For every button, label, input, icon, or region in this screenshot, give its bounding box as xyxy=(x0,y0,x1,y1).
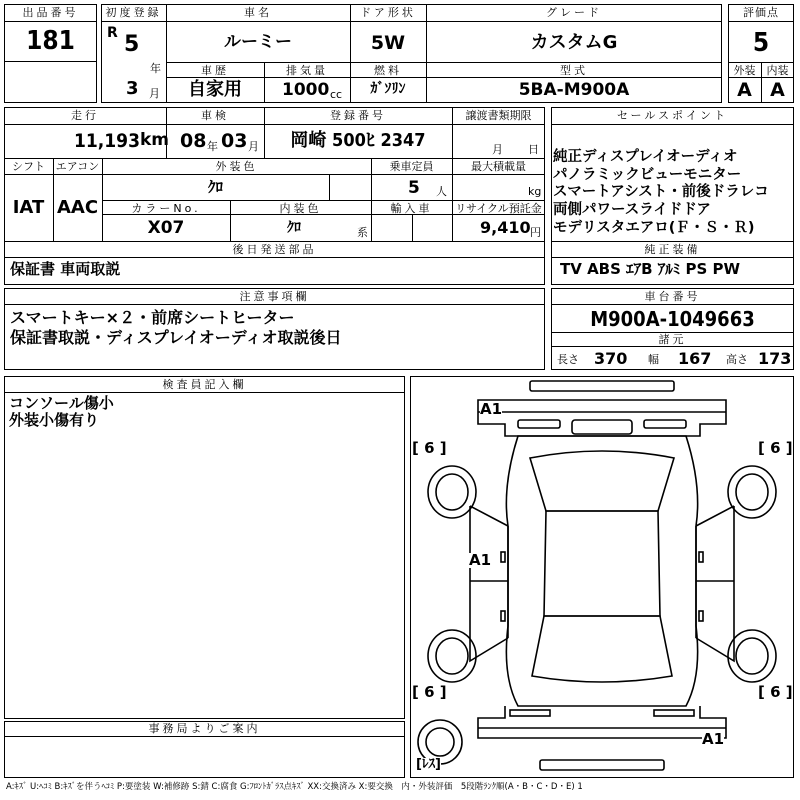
inspection-month: 03 xyxy=(221,130,248,152)
tire-rl-inner xyxy=(436,638,468,674)
length-label: 長さ xyxy=(557,353,579,366)
int-grade: A xyxy=(770,79,785,101)
width: 167 xyxy=(678,349,712,368)
reg-month-unit: 月 xyxy=(149,87,160,100)
ext-header: 外装 xyxy=(733,64,756,77)
notes-line-2: 保証書取説・ディスプレイオーディオ取説後日 xyxy=(10,328,342,347)
windshield xyxy=(530,451,674,511)
sales-line: 純正ディスプレイオーディオ xyxy=(553,149,738,165)
tire-rr-depth: [ 6 ] xyxy=(758,683,793,701)
sales-line: 両側パワースライドドア xyxy=(553,202,711,218)
color-no-header: カラーNo. xyxy=(131,202,201,215)
front-bumper xyxy=(478,400,726,436)
shift: IAT xyxy=(12,197,45,218)
spare-tire-inner xyxy=(426,728,454,756)
spec-header: 諸元 xyxy=(658,333,687,346)
damage-a1-front: A1 xyxy=(480,400,503,418)
inspection-month-unit: 月 xyxy=(248,140,259,153)
load-header: 最大積載量 xyxy=(471,160,526,173)
body-color: ｸﾛ xyxy=(207,178,223,196)
handle-right-front xyxy=(699,552,703,562)
tire-fl-depth: [ 6 ] xyxy=(412,439,447,457)
color-header: 外装色 xyxy=(215,160,258,173)
left-doors xyxy=(470,506,508,661)
reg-month: 3 xyxy=(126,78,139,99)
transfer-month: 月 xyxy=(492,143,503,156)
length: 370 xyxy=(594,349,628,368)
handle-left-rear xyxy=(501,611,505,621)
transfer-day: 日 xyxy=(528,143,539,156)
notes-line-1: スマートキー×２・前席シートヒーター xyxy=(10,308,295,327)
chassis-header: 車台番号 xyxy=(644,290,701,303)
width-label: 幅 xyxy=(648,353,659,366)
damage-a1-rear: A1 xyxy=(702,730,725,748)
history-header: 車歴 xyxy=(201,64,229,77)
inspector-line-2: 外装小傷有り xyxy=(9,411,100,429)
score: 5 xyxy=(752,28,770,58)
capacity: 5 xyxy=(408,178,420,198)
int-color: ｸﾛ xyxy=(287,220,301,236)
later-parts: 保証書 車両取説 xyxy=(10,260,121,278)
ac: AAC xyxy=(56,197,99,218)
displacement: 1000 xyxy=(282,80,330,100)
equipment: TV ABS ｴｱB ｱﾙﾐ PS PW xyxy=(560,260,741,278)
fuel-header: 燃料 xyxy=(374,64,402,77)
office-header: 事務局よりご案内 xyxy=(148,722,261,735)
equip-header: 純正装備 xyxy=(644,243,701,256)
history: 自家用 xyxy=(188,79,242,100)
mileage-unit: km xyxy=(140,130,170,150)
mileage: 11,193 xyxy=(74,130,140,152)
spare-label: [ﾚｽ] xyxy=(416,757,441,772)
ac-header: エアコン xyxy=(55,160,100,173)
capacity-unit: 人 xyxy=(436,185,447,198)
chassis-number: M900A-1049663 xyxy=(590,307,755,331)
rear-strip xyxy=(540,760,664,770)
displacement-header: 排気量 xyxy=(286,64,328,77)
reg-year: 5 xyxy=(124,32,140,57)
mileage-header: 走行 xyxy=(71,109,99,122)
score-header: 評価点 xyxy=(743,6,779,19)
sales-header: セールスポイント xyxy=(616,109,728,122)
ext-grade: A xyxy=(737,79,752,101)
int-header: 内装 xyxy=(766,64,789,77)
recycle-header: リサイクル預託金 xyxy=(455,202,542,215)
right-doors xyxy=(696,506,734,661)
lot-number: 181 xyxy=(26,26,75,56)
plate-header: 登録番号 xyxy=(330,109,386,122)
int-color-unit: 系 xyxy=(357,226,368,239)
capacity-header: 乗車定員 xyxy=(389,160,434,173)
int-color-header: 内装色 xyxy=(279,202,322,215)
fuel: ｶﾞｿﾘﾝ xyxy=(370,81,406,97)
load-unit: kg xyxy=(528,185,542,198)
displacement-unit: cc xyxy=(330,88,343,101)
inspection-year-unit: 年 xyxy=(207,140,218,153)
tire-rr-inner xyxy=(736,638,768,674)
inspector-line-1: コンソール傷小 xyxy=(9,394,114,412)
plate-number: 岡崎 500ﾋ 2347 xyxy=(290,130,426,151)
recycle-fee: 9,410 xyxy=(480,218,531,237)
taillight-right xyxy=(654,710,694,716)
roof-strip xyxy=(530,381,674,391)
tire-rl-depth: [ 6 ] xyxy=(412,683,447,701)
inspection-year: 08 xyxy=(180,130,207,152)
sales-line: モデリスタエアロ(Ｆ・Ｓ・Ｒ) xyxy=(553,220,755,236)
later-parts-header: 後日発送部品 xyxy=(232,243,317,256)
notes-header: 注意事項欄 xyxy=(239,290,310,303)
car-name: ルーミー xyxy=(224,32,292,52)
damage-a1-left: A1 xyxy=(469,551,492,569)
height: 173 xyxy=(758,349,792,368)
taillight-left xyxy=(510,710,550,716)
reg-header: 初度登録 xyxy=(105,6,162,19)
name-header: 車名 xyxy=(244,6,272,19)
reg-year-unit: 年 xyxy=(150,62,161,75)
roof xyxy=(544,511,660,616)
model-code: 5BA-M900A xyxy=(518,80,630,100)
grade-header: グレード xyxy=(546,6,602,19)
shift-header: シフト xyxy=(12,160,45,173)
door-type: 5W xyxy=(370,32,406,54)
vehicle-diagram xyxy=(410,376,794,778)
tire-fl-inner xyxy=(436,474,468,510)
legend: A:ｷｽﾞ U:ﾍｺﾐ B:ｷｽﾞを伴うﾍｺﾐ P:要塗装 W:補修跡 S:錆 C:腐食 G:ﾌﾛﾝﾄｶﾞﾗｽ点ｷｽﾞ XX:交換済み X:要交換 内・外装評価 5段階ﾗﾝｸ順(A・B・C・D・E) 1 xyxy=(6,782,583,792)
tire-fr-depth: [ 6 ] xyxy=(758,439,793,457)
grade: カスタムG xyxy=(530,32,618,53)
headlight-right xyxy=(644,420,686,428)
tire-fr-inner xyxy=(736,474,768,510)
transfer-header: 譲渡書類期限 xyxy=(465,109,532,122)
model-header: 型式 xyxy=(560,64,588,77)
sales-line: パノラミックビューモニター xyxy=(553,167,742,183)
reg-era: R xyxy=(107,25,118,41)
handle-right-rear xyxy=(699,611,703,621)
inspection-header: 車検 xyxy=(201,109,229,122)
height-label: 高さ xyxy=(726,353,748,366)
door-header: ドア形状 xyxy=(360,6,416,19)
headlight-left xyxy=(518,420,560,428)
sales-line: スマートアシスト・前後ドラレコ xyxy=(553,184,769,200)
color-no: X07 xyxy=(147,218,185,238)
import-header: 輸入車 xyxy=(390,202,433,215)
rear-glass xyxy=(532,616,672,682)
grille xyxy=(572,420,632,434)
handle-left-front xyxy=(501,552,505,562)
recycle-unit: 円 xyxy=(530,226,541,239)
inspector-header: 検査員記入欄 xyxy=(162,378,247,391)
lot-header: 出品番号 xyxy=(22,6,79,19)
